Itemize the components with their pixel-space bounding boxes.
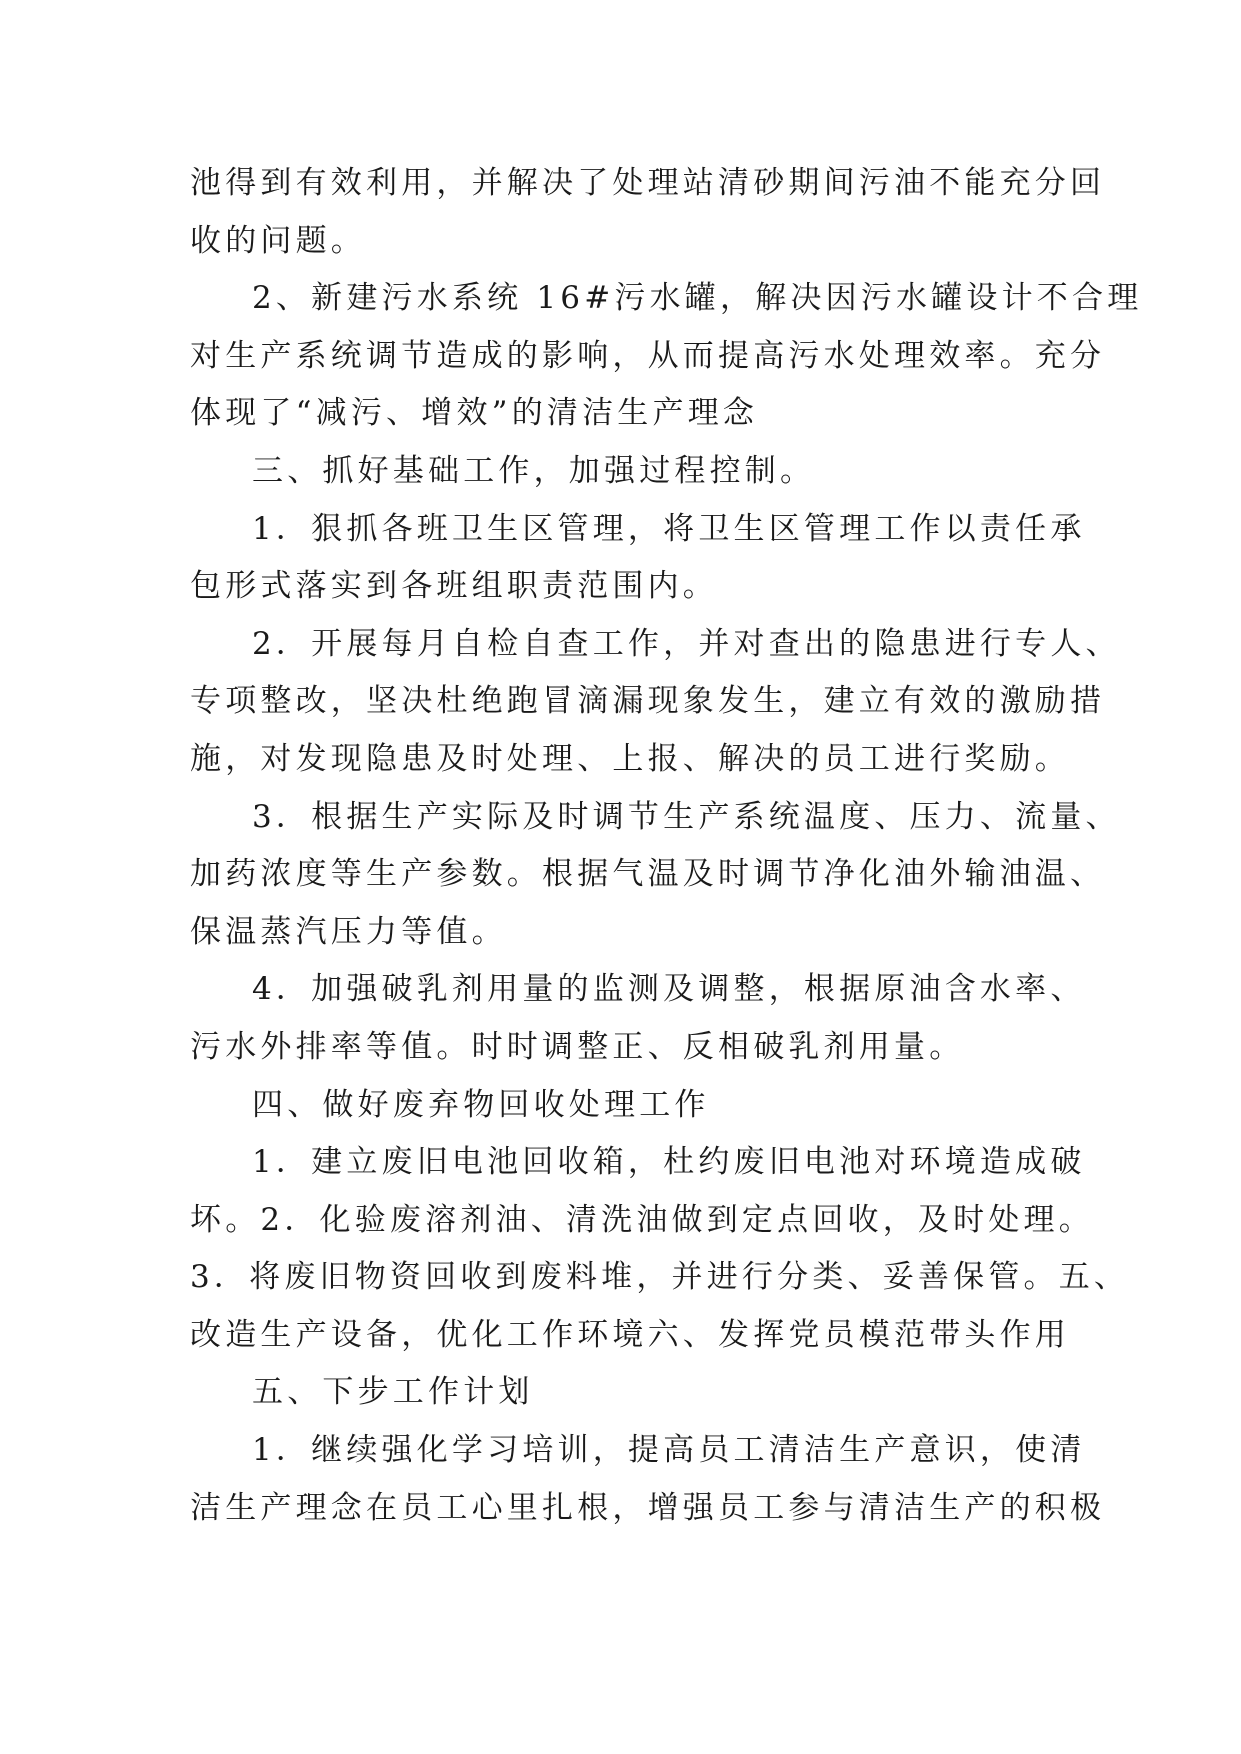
text-line: 1．狠抓各班卫生区管理，将卫生区管理工作以责任承 [252, 510, 1086, 547]
document-body [190, 155, 1143, 1537]
section-heading: 三、抓好基础工作，加强过程控制。 [252, 452, 816, 489]
text-line: 3．将废旧物资回收到废料堆，并进行分类、妥善保管。五、 [190, 1259, 1130, 1296]
text-line: 污水外排率等值。时时调整正、反相破乳剂用量。 [190, 1028, 965, 1065]
text-line: 洁生产理念在员工心里扎根，增强员工参与清洁生产的积极 [190, 1489, 1106, 1526]
text-line: 3．根据生产实际及时调节生产系统温度、压力、流量、 [252, 798, 1121, 835]
text-line: 体现了“减污、增效”的清洁生产理念 [190, 395, 759, 432]
text-line: 包形式落实到各班组职责范围内。 [190, 568, 718, 605]
text-line: 施，对发现隐患及时处理、上报、解决的员工进行奖励。 [190, 740, 1070, 777]
text-line: 加药浓度等生产参数。根据气温及时调节净化油外输油温、 [190, 856, 1106, 893]
text-line: 收的问题。 [190, 222, 366, 259]
text-line: 坏。2．化验废溶剂油、清洗油做到定点回收，及时处理。 [190, 1201, 1094, 1238]
section-heading: 五、下步工作计划 [252, 1374, 534, 1411]
text-line: 2、新建污水系统 16#污水罐，解决因污水罐设计不合理 [252, 280, 1143, 317]
text-line: 1．建立废旧电池回收箱，杜约废旧电池对环境造成破 [252, 1144, 1086, 1181]
text-line: 改造生产设备，优化工作环境六、发挥党员模范带头作用 [190, 1316, 1070, 1353]
text-line: 1．继续强化学习培训，提高员工清洁生产意识，使清 [252, 1432, 1086, 1469]
text-line: 4．加强破乳剂用量的监测及调整，根据原油含水率、 [252, 971, 1086, 1008]
text-line: 对生产系统调节造成的影响，从而提高污水处理效率。充分 [190, 337, 1106, 374]
section-heading: 四、做好废弃物回收处理工作 [252, 1086, 710, 1123]
text-line: 保温蒸汽压力等值。 [190, 913, 507, 950]
text-line: 专项整改，坚决杜绝跑冒滴漏现象发生，建立有效的激励措 [190, 683, 1106, 720]
text-line: 2．开展每月自检自查工作，并对查出的隐患进行专人、 [252, 625, 1121, 662]
text-line: 池得到有效利用，并解决了处理站清砂期间污油不能充分回 [190, 165, 1106, 201]
